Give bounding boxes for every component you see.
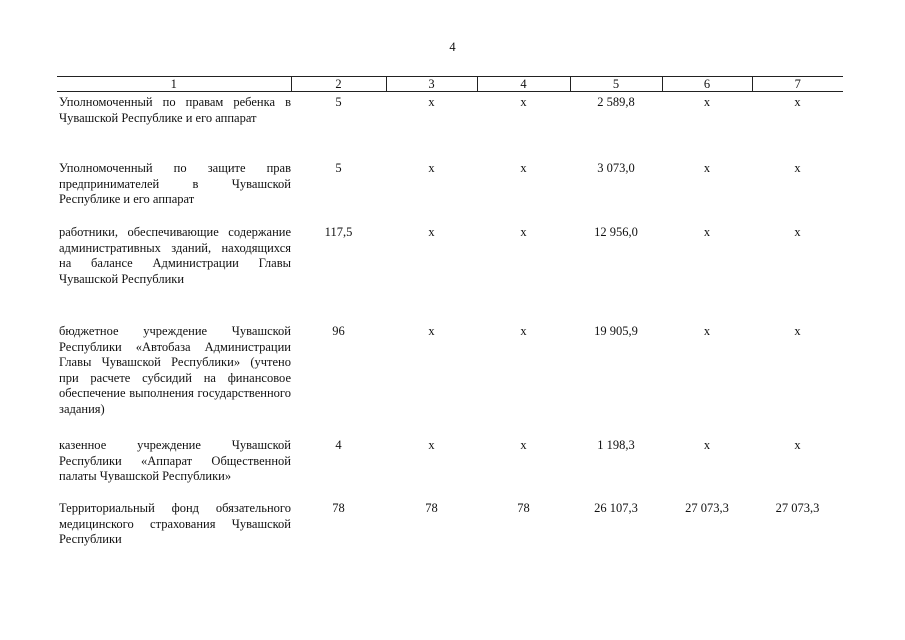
cell-col-4: 78 (517, 501, 530, 515)
cell-col-2: 5 (335, 95, 342, 109)
row-description: казенное учреждение Чувашской Республики «Аппарат Общественной палаты Чувашской Республики» (59, 438, 291, 483)
cell-col-7: х (794, 324, 801, 338)
table-row (57, 222, 843, 321)
cell-col-6: х (703, 324, 711, 338)
table-row (57, 92, 843, 159)
cell-col-2: 4 (335, 438, 342, 452)
cell-col-3: х (428, 324, 435, 338)
cell-col-3: 78 (425, 501, 438, 515)
cell-col-3: х (428, 95, 435, 109)
cell-col-5: 3 073,0 (597, 161, 635, 175)
cell-col-5: 1 198,3 (597, 438, 635, 452)
cell-col-3: х (428, 438, 435, 452)
table-row (57, 498, 843, 551)
cell-col-7: х (794, 438, 801, 452)
cell-col-6: х (703, 95, 711, 109)
cell-col-4: х (520, 225, 527, 239)
cell-col-2: 5 (335, 161, 342, 175)
column-header-7: 7 (752, 77, 843, 92)
column-header-3: 3 (386, 77, 477, 92)
column-header-5: 5 (570, 77, 662, 92)
cell-col-5: 2 589,8 (597, 95, 635, 109)
cell-col-5: 26 107,3 (594, 501, 638, 515)
row-description: Территориальный фонд обязательного медицинского страхования Чувашской Республики (59, 501, 291, 546)
cell-col-2: 78 (332, 501, 345, 515)
row-description: работники, обеспечивающие содержание административных зданий, находящихся на балансе Администрации Главы Чувашской Республики (59, 225, 291, 286)
header-row (57, 77, 843, 92)
cell-col-4: х (520, 324, 527, 338)
cell-col-5: 12 956,0 (594, 225, 638, 239)
cell-col-4: х (520, 438, 527, 452)
cell-col-7: 27 073,3 (775, 501, 820, 515)
cell-col-3: х (428, 225, 435, 239)
table-row (57, 435, 843, 498)
column-header-6: 6 (662, 77, 752, 92)
cell-col-6: х (703, 225, 711, 239)
cell-col-7: х (794, 161, 801, 175)
cell-col-6: х (703, 161, 711, 175)
cell-col-4: х (520, 95, 527, 109)
data-table (57, 76, 843, 551)
cell-col-5: 19 905,9 (594, 324, 638, 338)
row-description: бюджетное учреждение Чувашской Республики «Автобаза Администрации Главы Чувашской Республики» (учтено при расчете субсидий на финансовое обеспечение выполнения государственного задания) (59, 324, 291, 416)
cell-col-2: 117,5 (324, 225, 353, 239)
cell-col-3: х (428, 161, 435, 175)
cell-col-7: х (794, 95, 801, 109)
column-header-1: 1 (57, 77, 291, 92)
table-row (57, 158, 843, 222)
page-number: 4 (449, 40, 456, 54)
cell-col-4: х (520, 161, 527, 175)
column-header-2: 2 (291, 77, 386, 92)
row-description: Уполномоченный по правам ребенка в Чувашской Республике и его аппарат (59, 95, 291, 125)
cell-col-6: х (703, 438, 711, 452)
row-description: Уполномоченный по защите прав предпринимателей в Чувашской Республике и его аппарат (59, 161, 291, 206)
table-row (57, 321, 843, 435)
column-header-4: 4 (477, 77, 570, 92)
cell-col-7: х (794, 225, 801, 239)
cell-col-6: 27 073,3 (685, 501, 729, 515)
cell-col-2: 96 (332, 324, 345, 338)
